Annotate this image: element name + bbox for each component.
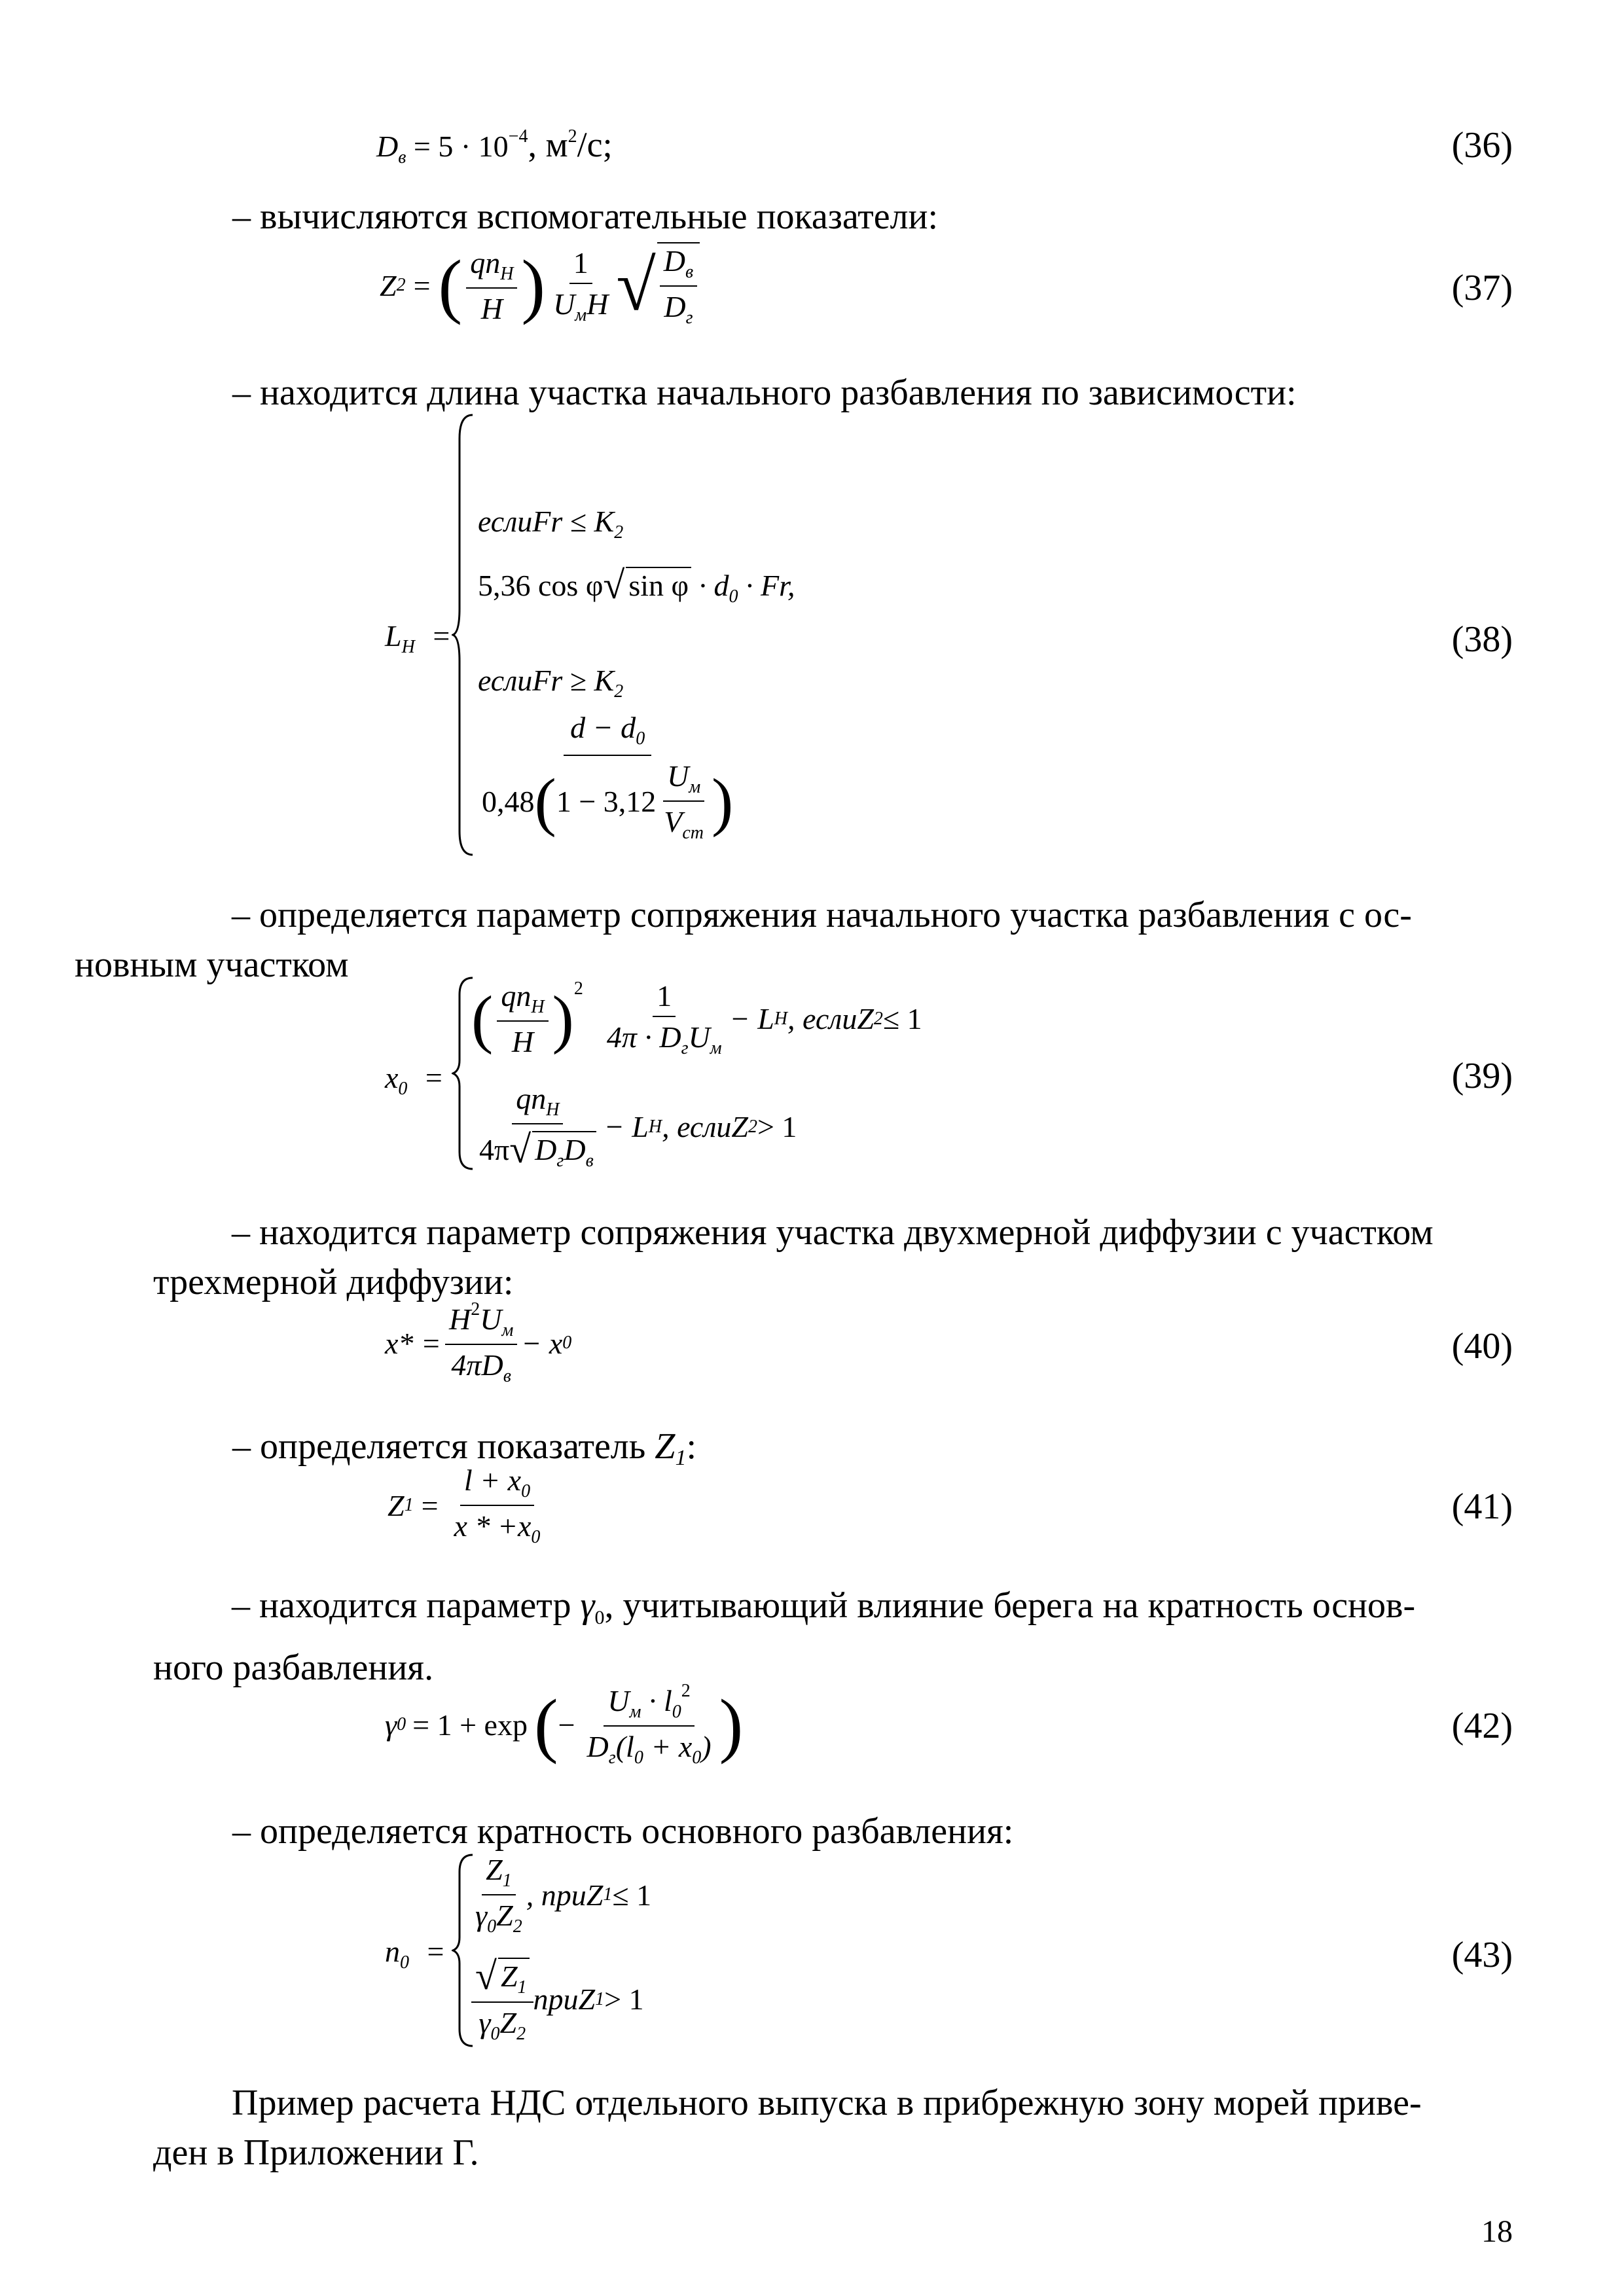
formula-43-row1: $\frac{Z_1}{\gamma_0Z_2}$ , приZ 1 ≤ 1	[475, 1853, 652, 1937]
equation-number-41: (41)	[1451, 1486, 1513, 1527]
formula-39-lhs: $x_0$ =	[385, 1061, 442, 1099]
equation-number-38: (38)	[1451, 619, 1513, 660]
formula-43-lhs: $n_0$ =	[385, 1935, 444, 1973]
final-paragraph: Пример расчета НДС отдельного выпуска в прибрежную зону морей приве- ден в Приложении Г.	[153, 2083, 1422, 2173]
step-initial-length: – находится длина участка начального разбавления по зависимости:	[232, 372, 1297, 413]
equation-number-39: (39)	[1451, 1056, 1513, 1096]
step-aux-indicators: – вычисляются вспомогательные показатели:	[232, 196, 939, 237]
formula-43-row2: $\frac{√ Z_1}{\gamma_0Z_2}$ приZ 1 > 1	[471, 1954, 644, 2045]
step-gamma0: – находится параметр γ0, учитывающий влияние берега на кратность основ- ного разбавления.	[153, 1585, 1416, 1688]
step-n0: – определяется кратность основного разбавления:	[232, 1811, 1014, 1852]
page-number: 18	[1481, 2214, 1513, 2249]
step-coupling-parameter: – определяется параметр сопряжения начального участка разбавления с ос- новным участком	[75, 895, 1412, 985]
equation-number-40: (40)	[1451, 1326, 1513, 1367]
formula-37: Z 2 = ( $\frac{qn_Н}{H}$ ) $\frac{1}{U_мH}$ √ $\frac{D_в}{D_г}$	[380, 242, 700, 329]
formula-38-lhs: $L_Н$ =	[385, 619, 450, 657]
formula-36: $D_в = 5 \cdot 10^{-4}$, $м^2/с$;	[376, 125, 613, 168]
step-z1: – определяется показатель Z1:	[232, 1426, 697, 1470]
formula-38-case1-expression: 5,36 cos φ√ $\sin \varphi \cdot d_0 \cdot Fr$,	[478, 564, 795, 607]
equation-number-43: (43)	[1451, 1935, 1513, 1975]
formula-38-case2-expression: $d - d_0$ 0,48 ( 1 − 3,12 $\frac{U_м}{V_{ст}}$ )	[482, 711, 734, 843]
formula-41: Z 1 = $\frac{l + x_0}{x * +x_0}$	[388, 1463, 541, 1547]
equation-number-42: (42)	[1451, 1706, 1513, 1746]
formula-38-case2-condition: еслиFr ≥ $K_2$	[478, 664, 624, 702]
formula-40: x* = $\frac{H^2U_м}{4\pi D_в}$ − x 0	[385, 1299, 572, 1386]
formula-39-row1: ( $\frac{qn_Н}{H}$ ) 2 $\frac{1}{4\pi \cdot D_гU_м}$ − L Н , еслиZ 2 ≤ 1	[471, 978, 922, 1058]
formula-38-brace	[452, 412, 478, 857]
formula-38-case1-condition: еслиFr ≤ $K_2$	[478, 505, 624, 543]
equation-number-36: (36)	[1451, 125, 1513, 166]
formula-39-row2: $\frac{qn_Н}{4\pi√ D_гD_в}$ − L Н , еслиZ 2 > 1	[479, 1082, 797, 1171]
equation-number-37: (37)	[1451, 268, 1513, 308]
step-diffusion-coupling: – находится параметр сопряжения участка двухмерной диффузии с участком трехмерной диффузии:	[153, 1212, 1434, 1302]
formula-42: γ 0 = 1 + exp ( − $\frac{U_м \cdot l_0^2}{D_г(l_0 + x_0)}$ )	[385, 1681, 744, 1768]
